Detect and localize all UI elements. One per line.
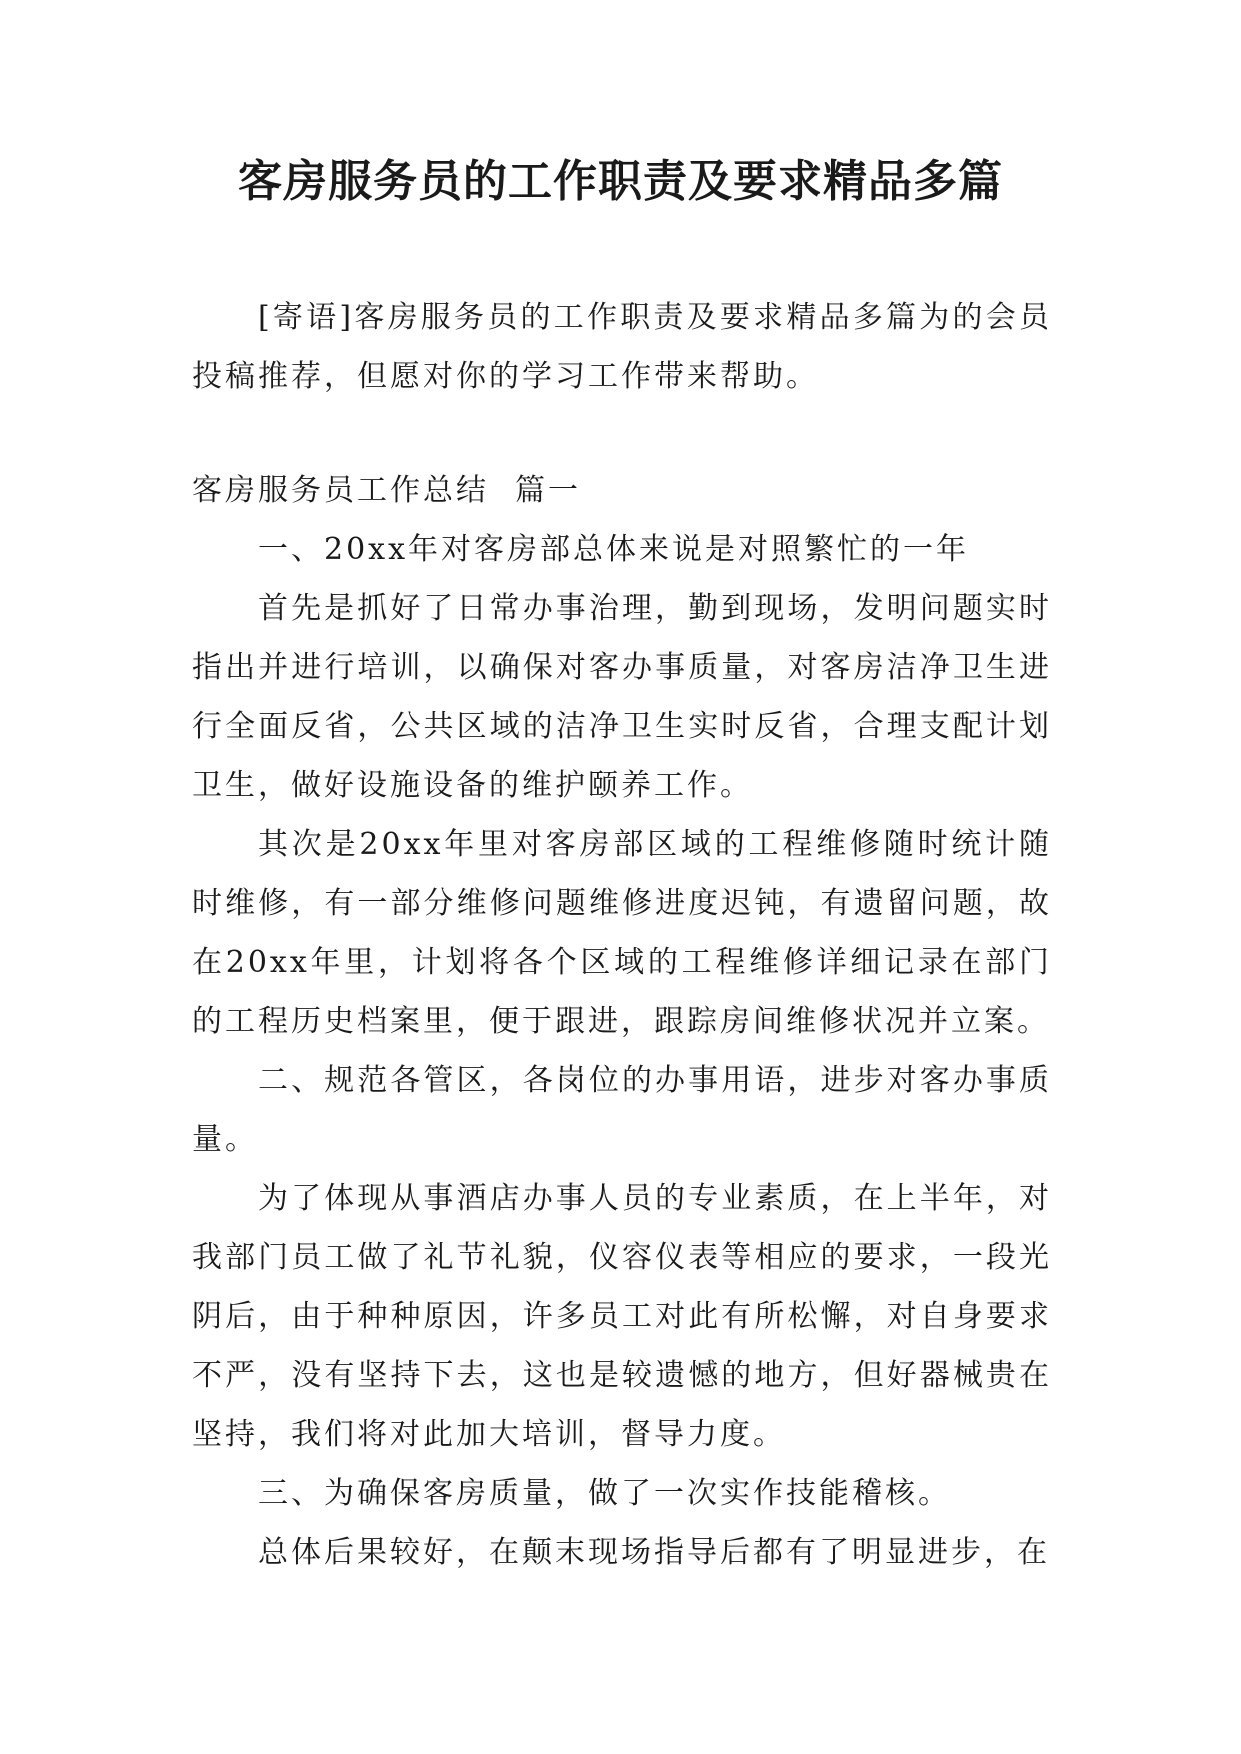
body-paragraph: 首先是抓好了日常办事治理，勤到现场，发明问题实时指出并进行培训，以确保对客办事质量，对客房洁净卫生进行全面反省，公共区域的洁净卫生实时反省，合理支配计划卫生，做好设施设备的维护颐养工作。	[192, 591, 1052, 803]
document-title: 客房服务员的工作职责及要求精品多篇	[238, 156, 1003, 207]
body-paragraph: 为了体现从事酒店办事人员的专业素质，在上半年，对我部门员工做了礼节礼貌，仪容仪表等相应的要求，一段光阴后，由于种种原因，许多员工对此有所松懈，对自身要求不严，没有坚持下去，这也是较遗憾的地方，但好器械贵在坚持，我们将对此加大培训，督导力度。	[192, 1181, 1052, 1452]
heading-item-two: 二、规范各管区，各岗位的办事用语，进步对客办事质量。	[192, 1063, 1052, 1157]
section-part-label: 篇一	[515, 473, 581, 508]
body-paragraph: 总体后果较好，在颠末现场指导后都有了明显进步，在	[258, 1535, 1050, 1570]
heading-item-three: 三、为确保客房质量，做了一次实作技能稽核。	[258, 1476, 951, 1511]
heading-item-one: 一、20xx年对客房部总体来说是对照繁忙的一年	[258, 532, 970, 567]
section-heading	[192, 461, 1052, 520]
document-body	[192, 461, 1052, 1582]
intro-paragraph: [寄语]客房服务员的工作职责及要求精品多篇为的会员投稿推荐，但愿对你的学习工作带来帮助。	[192, 300, 1052, 394]
section-title: 客房服务员工作总结	[192, 473, 489, 508]
body-paragraph: 其次是20xx年里对客房部区域的工程维修随时统计随时维修，有一部分维修问题维修进度迟钝，有遗留问题，故在20xx年里，计划将各个区域的工程维修详细记录在部门的工程历史档案里，便于跟进，跟踪房间维修状况并立案。	[192, 827, 1052, 1039]
intro-block	[192, 288, 1052, 406]
